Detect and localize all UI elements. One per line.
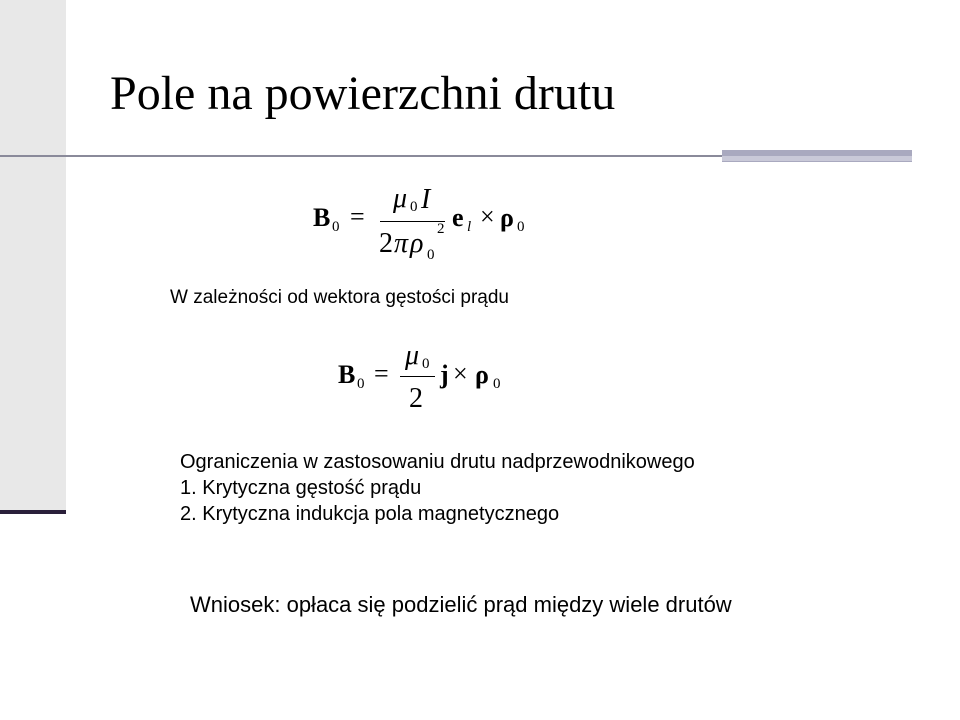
formula2-den: 2	[409, 383, 423, 414]
constraints-heading: Ograniczenia w zastosowaniu drutu nadprzewodnikowego	[180, 451, 695, 473]
formula2-mu-sub: 0	[422, 356, 430, 372]
formula1-mu: μ	[393, 183, 408, 214]
formula1-I: I	[421, 184, 431, 215]
title-rule	[0, 155, 722, 157]
constraints-block	[180, 449, 695, 527]
formula2-B: B	[338, 360, 356, 389]
left-decor-bar	[0, 0, 66, 512]
formula1-den-2: 2	[379, 228, 393, 259]
formula2-B-sub: 0	[357, 376, 365, 392]
conclusion-text: Wniosek: opłaca się podzielić prąd między wiele drutów	[190, 592, 732, 617]
left-decor-line	[0, 510, 66, 514]
formula2-times: ×	[453, 359, 468, 388]
formula1-B: B	[313, 203, 331, 232]
constraint-item: 1. Krytyczna gęstość prądu	[180, 477, 422, 499]
formula1-den-sup: 2	[437, 221, 445, 237]
formula2-fraction-bar	[400, 376, 435, 377]
dependence-text: W zależności od wektora gęstości prądu	[170, 287, 509, 308]
formula1-e: e	[452, 203, 464, 232]
formula1-den-pi: π	[394, 228, 409, 259]
formula2-j: j	[440, 360, 449, 389]
formula1-B-sub: 0	[332, 219, 340, 235]
formula2-mu: μ	[405, 340, 420, 371]
formula1-rho: ρ	[500, 203, 514, 232]
constraint-item: 2. Krytyczna indukcja pola magnetycznego	[180, 503, 560, 525]
formula1-fraction-bar	[380, 221, 445, 222]
formula1-equals: =	[350, 202, 365, 231]
formula1-den-rho: ρ	[410, 228, 424, 259]
formula1-e-sub: l	[467, 219, 472, 235]
title-rule-accent-inner	[722, 156, 912, 161]
formula1-den-rho-sub: 0	[427, 247, 435, 263]
formula1-rho-sub: 0	[517, 219, 525, 235]
formula2-rho-sub: 0	[493, 376, 501, 392]
formula2-rho: ρ	[475, 360, 489, 389]
slide-title: Pole na powierzchni drutu	[110, 67, 616, 120]
formula2-equals: =	[374, 359, 389, 388]
formula1-times: ×	[480, 202, 495, 231]
formula1-mu-sub: 0	[410, 199, 418, 215]
